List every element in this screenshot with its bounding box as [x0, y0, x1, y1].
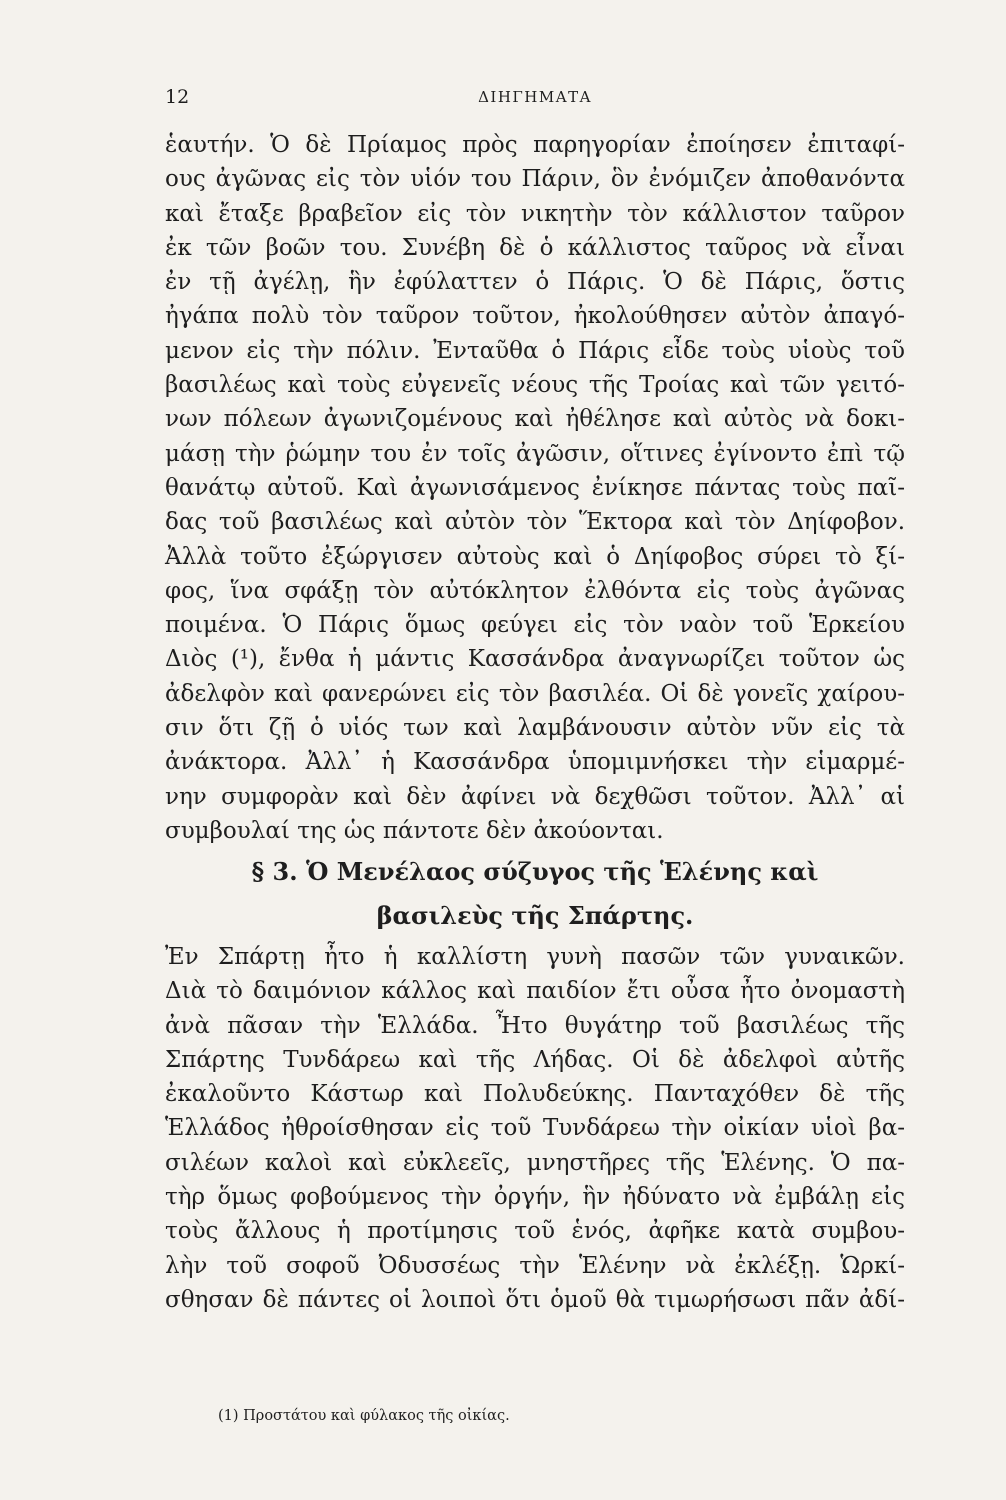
- text-line: ἠγάπα πολὺ τὸν ταῦρον τοῦτον, ἠκολούθησεν αὐτὸν ἀπαγό-: [165, 303, 905, 330]
- text-line: τοὺς ἄλλους ἡ προτίμησις τοῦ ἑνός, ἀφῆκε κατὰ συμβου-: [165, 1218, 905, 1245]
- text-line: συμβουλαί της ὡς πάντοτε δὲν ἀκούονται.: [165, 817, 664, 844]
- text-line: ἐν τῇ ἀγέλῃ, ἣν ἐφύλαττεν ὁ Πάρις. Ὁ δὲ Πάρις, ὅστις: [165, 269, 905, 296]
- text-line: ους ἀγῶνας εἰς τὸν υἱόν του Πάριν, ὃν ἐνόμιζεν ἀποθανόντα: [165, 166, 905, 193]
- text-line: Ἐν Σπάρτῃ ἦτο ἡ καλλίστη γυνὴ πασῶν τῶν γυναικῶν.: [165, 944, 905, 970]
- text-line: θανάτῳ αὐτοῦ. Καὶ ἀγωνισάμενος ἐνίκησε πάντας τοὺς παῖ-: [165, 474, 905, 501]
- section-heading-line: § 3. Ὁ Μενέλαος σύζυγος τῆς Ἑλένης καὶ: [251, 857, 819, 886]
- text-line: νων πόλεων ἀγωνιζομένους καὶ ἠθέλησε καὶ αὐτὸς νὰ δοκι-: [165, 406, 905, 433]
- text-line: Ἀλλὰ τοῦτο ἐξώργισεν αὐτοὺς καὶ ὁ Δηίφοβος σύρει τὸ ξί-: [165, 543, 905, 570]
- text-line: ἀνάκτορα. Ἀλλ᾽ ἡ Κασσάνδρα ὑπομιμνήσκει τὴν εἱμαρμέ-: [165, 749, 905, 776]
- text-line: ἀδελφὸν καὶ φανερώνει εἰς τὸν βασιλέα. Οἱ δὲ γονεῖς χαίρου-: [165, 680, 905, 707]
- text-line: καὶ ἔταξε βραβεῖον εἰς τὸν νικητὴν τὸν κάλλιστον ταῦρον: [165, 200, 905, 227]
- section-heading: [165, 850, 905, 938]
- text-line: δας τοῦ βασιλέως καὶ αὐτὸν τὸν Ἕκτορα καὶ τὸν Δηίφοβον.: [165, 509, 905, 536]
- text-line: Διὰ τὸ δαιμόνιον κάλλος καὶ παιδίον ἔτι οὖσα ἦτο ὀνομαστὴ: [165, 978, 905, 1005]
- text-line: ἐκαλοῦντο Κάστωρ καὶ Πολυδεύκης. Πανταχόθεν δὲ τῆς: [165, 1081, 905, 1108]
- text-line: μάσῃ τὴν ῥώμην του ἐν τοῖς ἀγῶσιν, οἵτινες ἐγίνοντο ἐπὶ τῷ: [165, 440, 905, 467]
- text-line: σιλέων καλοὶ καὶ εὐκλεεῖς, μνηστῆρες τῆς Ἑλένης. Ὁ πα-: [165, 1149, 905, 1176]
- text-line: Διὸς (¹), ἔνθα ἡ μάντις Κασσάνδρα ἀναγνωρίζει τοῦτον ὡς: [165, 646, 905, 673]
- text-line: ποιμένα. Ὁ Πάρις ὅμως φεύγει εἰς τὸν ναὸν τοῦ Ἑρκείου: [165, 612, 905, 639]
- section-heading-line: βασιλεὺς τῆς Σπάρτης.: [376, 901, 694, 930]
- text-line: βασιλέως καὶ τοὺς εὐγενεῖς νέους τῆς Τροίας καὶ τῶν γειτό-: [165, 372, 905, 399]
- page-number: 12: [165, 86, 190, 108]
- text-line: λὴν τοῦ σοφοῦ Ὀδυσσέως τὴν Ἑλένην νὰ ἐκλέξῃ. Ὡρκί-: [165, 1252, 905, 1279]
- text-line: ἀνὰ πᾶσαν τὴν Ἑλλάδα. Ἦτο θυγάτηρ τοῦ βασιλέως τῆς: [165, 1012, 905, 1039]
- text-line: σθησαν δὲ πάντες οἱ λοιποὶ ὅτι ὁμοῦ θὰ τιμωρήσωσι πᾶν ἀδί-: [165, 1286, 905, 1313]
- text-line: τὴρ ὅμως φοβούμενος τὴν ὀργήν, ἣν ἠδύνατο νὰ ἐμβάλῃ εἰς: [165, 1184, 905, 1211]
- text-line: φος, ἵνα σφάξῃ τὸν αὐτόκλητον ἐλθόντα εἰς τοὺς ἀγῶνας: [165, 577, 905, 604]
- footnote: (1) Προστάτου καὶ φύλακος τῆς οἰκίας.: [218, 1408, 510, 1424]
- text-line: ἑαυτήν. Ὁ δὲ Πρίαμος πρὸς παρηγορίαν ἐποίησεν ἐπιταφί-: [165, 132, 905, 158]
- text-line: σιν ὅτι ζῇ ὁ υἱός των καὶ λαμβάνουσιν αὐτὸν νῦν εἰς τὰ: [165, 715, 905, 742]
- text-line: νην συμφορὰν καὶ δὲν ἀφίνει νὰ δεχθῶσι τοῦτον. Ἀλλ᾽ αἱ: [165, 783, 905, 810]
- paragraph-paris-games: [165, 128, 905, 848]
- running-title: ΔΙΗΓΗΜΑΤΑ: [478, 88, 592, 106]
- text-line: ἐκ τῶν βοῶν του. Συνέβη δὲ ὁ κάλλιστος ταῦρος νὰ εἶναι: [165, 234, 905, 261]
- text-line: Σπάρτης Τυνδάρεω καὶ τῆς Λήδας. Οἱ δὲ ἀδελφοὶ αὐτῆς: [165, 1046, 905, 1073]
- text-line: μενον εἰς τὴν πόλιν. Ἐνταῦθα ὁ Πάρις εἶδε τοὺς υἱοὺς τοῦ: [165, 337, 905, 364]
- text-line: Ἑλλάδος ἠθροίσθησαν εἰς τοῦ Τυνδάρεω τὴν οἰκίαν υἱοὶ βα-: [165, 1115, 905, 1142]
- page-header: [165, 86, 905, 110]
- paragraph-helen: [165, 940, 905, 1317]
